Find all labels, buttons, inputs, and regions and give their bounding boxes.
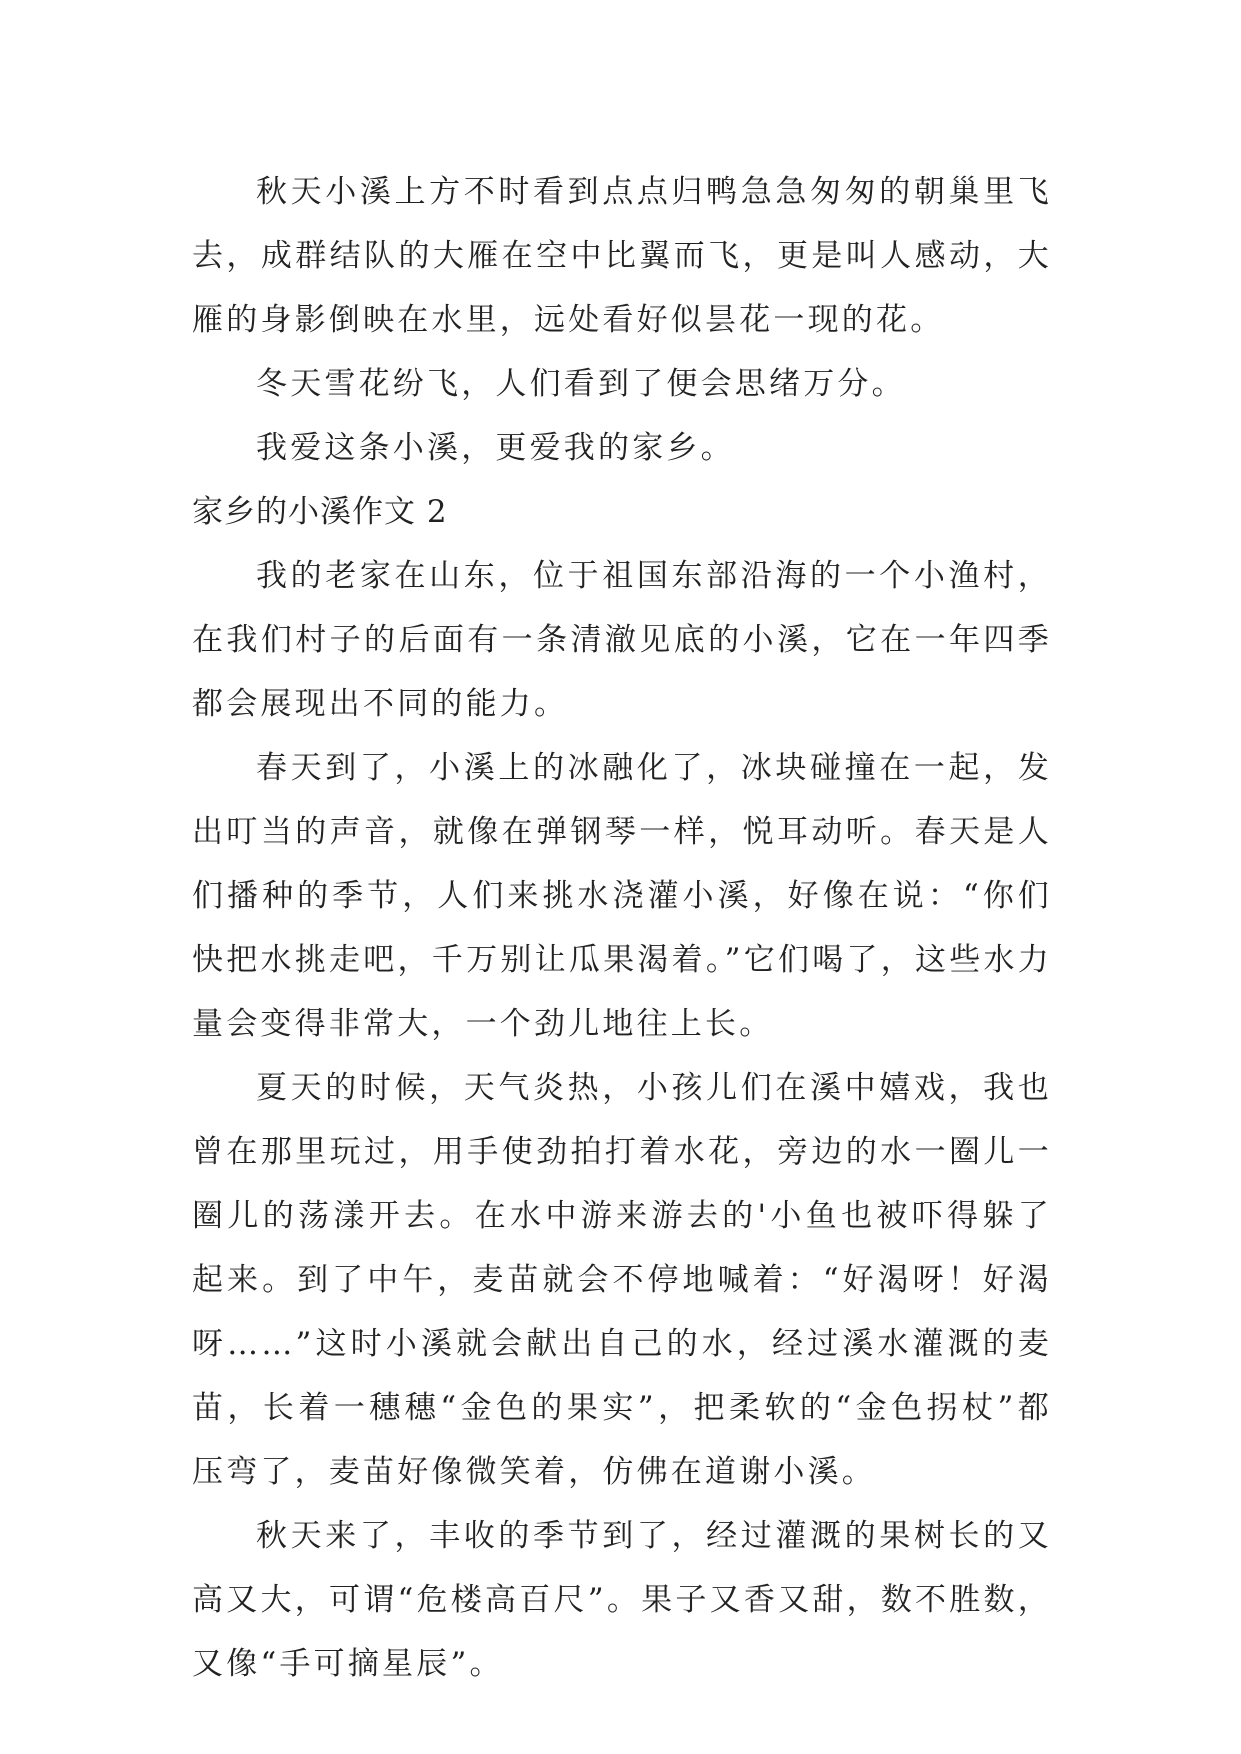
section-heading: 家乡的小溪作文 2 bbox=[192, 494, 448, 530]
paragraph-spring: 春天到了，小溪上的冰融化了，冰块碰撞在一起，发出叮当的声音，就像在弹钢琴一样，悦耳动听。春天是人们播种的季节，人们来挑水浇灌小溪，好像在说：“你们快把水挑走吧，千万别让瓜果渴着。”它们喝了，这些水力量会变得非常大，一个劲儿地往上长。 bbox=[192, 750, 1052, 1042]
document-body bbox=[192, 160, 1052, 1696]
paragraph-love-hometown: 我爱这条小溪，更爱我的家乡。 bbox=[256, 430, 735, 466]
paragraph-autumn: 秋天小溪上方不时看到点点归鸭急急匆匆的朝巢里飞去，成群结队的大雁在空中比翼而飞，更是叫人感动，大雁的身影倒映在水里，远处看好似昙花一现的花。 bbox=[192, 174, 1052, 338]
paragraph-intro: 我的老家在山东，位于祖国东部沿海的一个小渔村，在我们村子的后面有一条清澈见底的小溪，它在一年四季都会展现出不同的能力。 bbox=[192, 558, 1052, 722]
paragraph-autumn-harvest: 秋天来了，丰收的季节到了，经过灌溉的果树长的又高又大，可谓“危楼高百尺”。果子又香又甜，数不胜数，又像“手可摘星辰”。 bbox=[192, 1518, 1052, 1682]
paragraph-winter: 冬天雪花纷飞，人们看到了便会思绪万分。 bbox=[256, 366, 906, 402]
paragraph-summer: 夏天的时候，天气炎热，小孩儿们在溪中嬉戏，我也曾在那里玩过，用手使劲拍打着水花，旁边的水一圈儿一圈儿的荡漾开去。在水中游来游去的'小鱼也被吓得躲了起来。到了中午，麦苗就会不停地喊着：“好渴呀！好渴呀……”这时小溪就会献出自己的水，经过溪水灌溉的麦苗，长着一穗穗“金色的果实”，把柔软的“金色拐杖”都压弯了，麦苗好像微笑着，仿佛在道谢小溪。 bbox=[192, 1070, 1052, 1490]
